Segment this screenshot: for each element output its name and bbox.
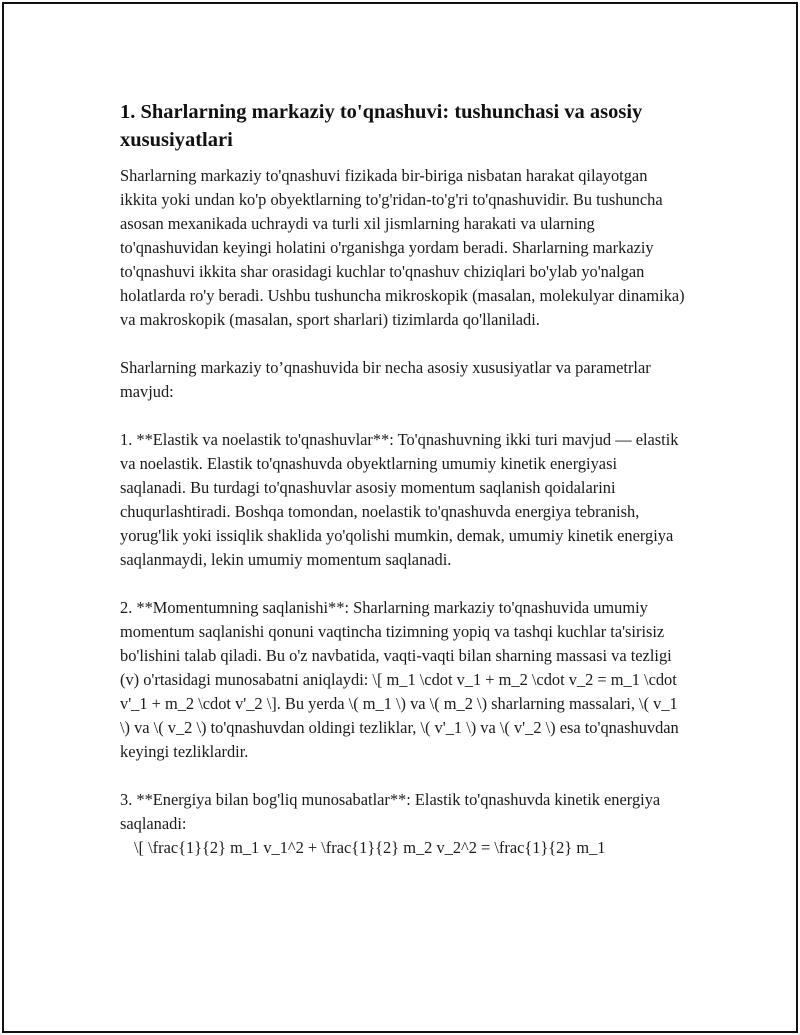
section-title: 1. Sharlarning markaziy to'qnashuvi: tushunchasi va asosiy xususiyatlari — [120, 101, 643, 151]
paragraph-item-3-energy: 3. **Energiya bilan bog'liq munosabatlar**: Elastik to'qnashuvda kinetik energiya saqlanadi: — [120, 790, 661, 833]
page-frame — [2, 2, 798, 1033]
document-body — [120, 98, 686, 860]
paragraph-item-2-momentum: 2. **Momentumning saqlanishi**: Sharlarning markaziy to'qnashuvida umumiy momentum saqlanishi qonuni vaqtincha tizimning yopiq va tashqi kuchlar ta'sirisiz bo'lishini talab qiladi. Bu o'z navbatida, vaqti-vaqti bilan sharning massasi va tezligi (v) o'rtasidagi munosabatni aniqlaydi: \[ m_1 \cdot v_1 + m_2 \cdot v_2 = m_1 \cdot v'_1 + m_2 \cdot v'_2 \]. Bu yerda \( m_1 \) va \( m_2 \) sharlarning massalari, \( v_1 \) va \( v_2 \) to'qnashuvdan oldingi tezliklar, \( v'_1 \) va \( v'_2 \) esa to'qnashuvdan keyingi tezliklardir. — [120, 598, 679, 761]
paragraph-properties-lead: Sharlarning markaziy to’qnashuvida bir necha asosiy xususiyatlar va parametrlar mavjud: — [120, 358, 651, 401]
paragraph-intro: Sharlarning markaziy to'qnashuvi fizikada bir-biriga nisbatan harakat qilayotgan ikkita yoki undan ko'p obyektlarning to'g'ridan-to'g'ri to'qnashuvidir. Bu tushuncha asosan mexanikada uchraydi va turli xil jismlarning harakati va ularning to'qnashuvidan keyingi holatini o'rganishga yordam beradi. Sharlarning markaziy to'qnashuvi ikkita shar orasidagi kuchlar to'qnashuv chiziqlari bo'ylab yo'nalgan holatlarda ro'y beradi. Ushbu tushuncha mikroskopik (masalan, molekulyar dinamika) va makroskopik (masalan, sport sharlari) tizimlarda qo'llaniladi. — [120, 166, 685, 329]
paragraph-item-1-elastic: 1. **Elastik va noelastik to'qnashuvlar**: To'qnashuvning ikki turi mavjud — elastik va noelastik. Elastik to'qnashuvda obyektlarning umumiy kinetik energiyasi saqlanadi. Bu turdagi to'qnashuvlar asosiy momentum saqlanish qoidalarini chuqurlashtiradi. Boshqa tomondan, noelastik to'qnashuvda energiya tebranish, yorug'lik yoki issiqlik shaklida yo'qolishi mumkin, demak, umumiy kinetik energiya saqlanmaydi, lekin umumiy momentum saqlanadi. — [120, 430, 679, 569]
energy-formula: \[ \frac{1}{2} m_1 v_1^2 + \frac{1}{2} m_2 v_2^2 = \frac{1}{2} m_1 — [134, 838, 606, 857]
